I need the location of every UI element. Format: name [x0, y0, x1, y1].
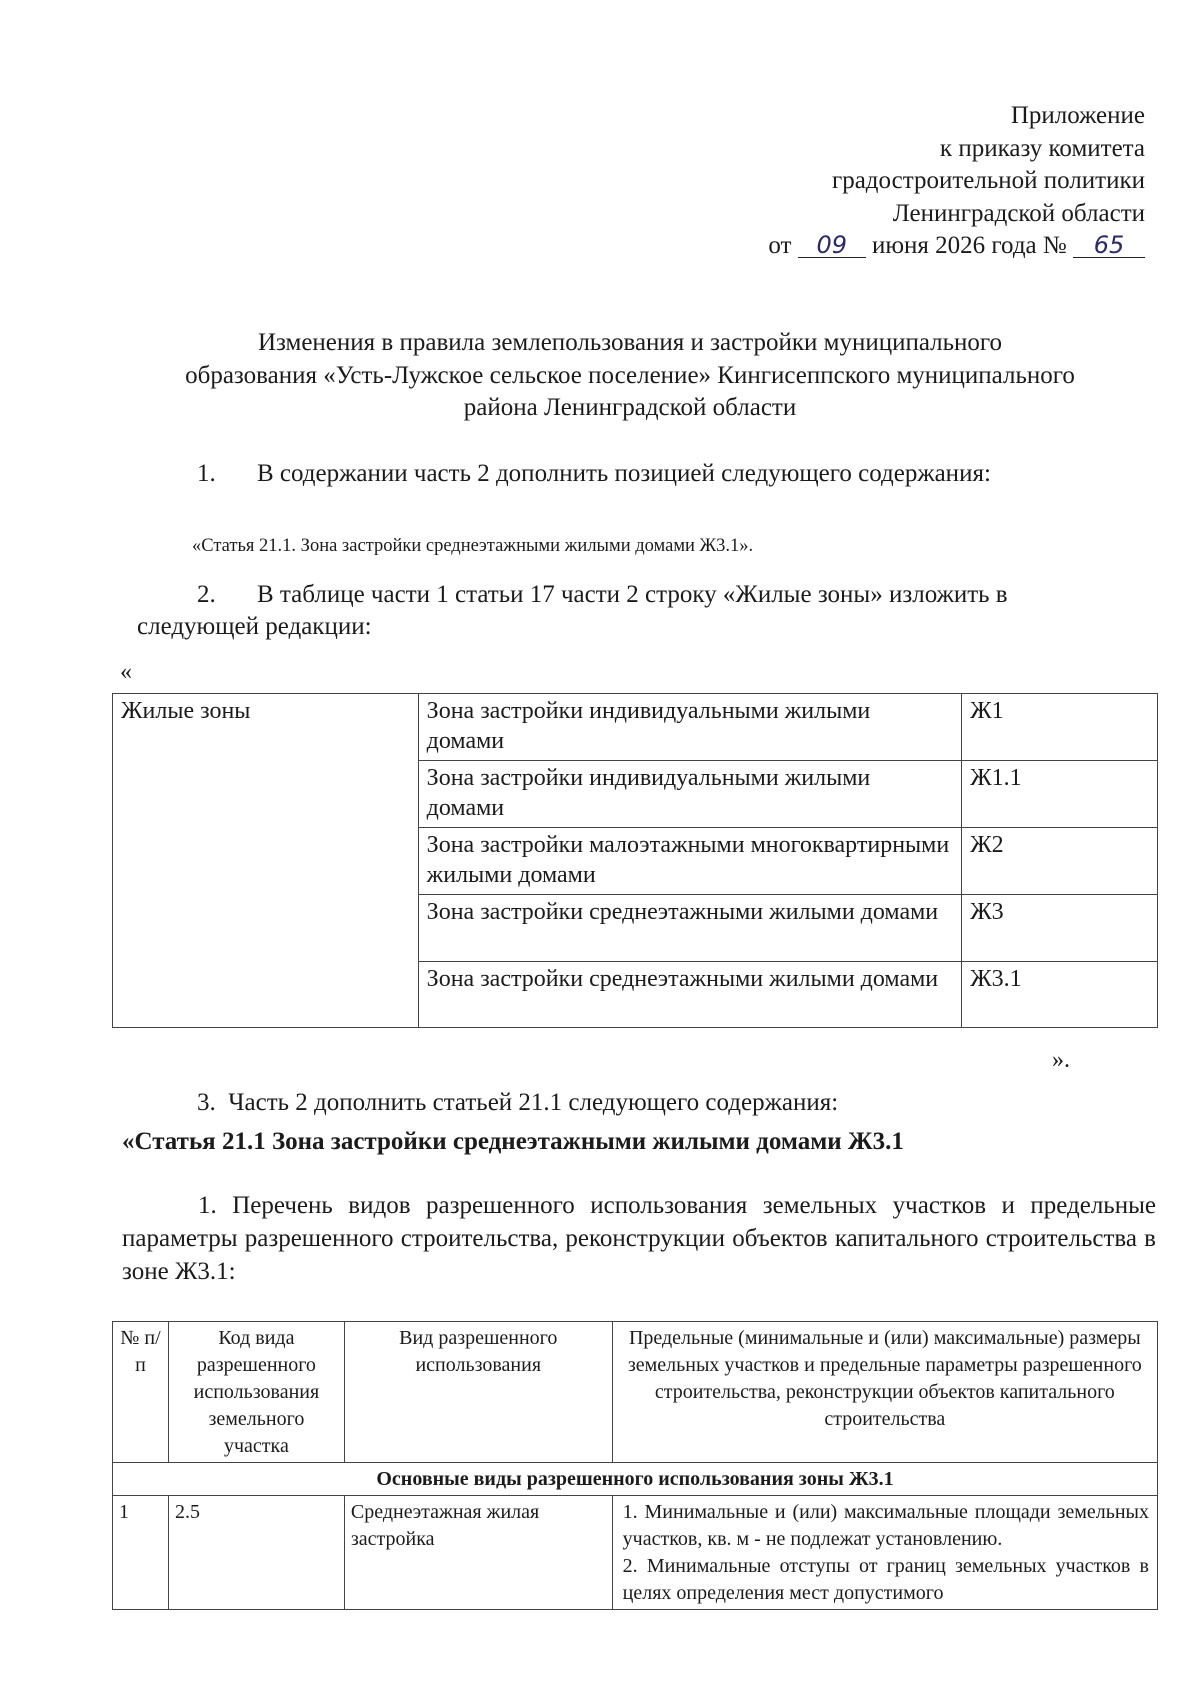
- item-1-quote: «Статья 21.1. Зона застройки среднеэтажными жилыми домами Ж3.1».: [192, 536, 754, 556]
- zone-name: Зона застройки индивидуальными жилыми домами: [418, 694, 962, 761]
- zone-code: Ж1: [962, 694, 1158, 761]
- table-row: [113, 1496, 1158, 1610]
- row-kind: Среднеэтажная жилая застройка: [344, 1496, 612, 1610]
- title-line-2: образования «Усть-Лужское сельское поселение» Кингисеппского муниципального: [185, 361, 1075, 389]
- zones-table: [112, 693, 1158, 1028]
- zone-name: Зона застройки среднеэтажными жилыми домами: [418, 895, 962, 962]
- header-num: № п/п: [113, 1322, 169, 1463]
- handwritten-day: 09: [798, 233, 866, 258]
- appendix-line-committee: градостроительной политики: [831, 167, 1145, 194]
- item-2-number: 2.: [197, 581, 216, 608]
- item-3-text: Часть 2 дополнить статьей 21.1 следующего содержания:: [228, 1089, 839, 1116]
- zone-code: Ж2: [962, 828, 1158, 895]
- document-title: [110, 327, 1150, 425]
- zone-code: Ж3: [962, 895, 1158, 962]
- zones-row: [113, 694, 1158, 761]
- item-3: [197, 1087, 838, 1119]
- param-2: 2. Минимальные отступы от границ земельных участков в целях определения мест допустимого: [622, 1555, 1149, 1604]
- item-3-number: 3.: [197, 1089, 216, 1116]
- header-code: Код вида разрешенного использования земельного участка: [168, 1322, 344, 1463]
- appendix-line-order: к приказу комитета: [939, 134, 1145, 162]
- close-quote: ».: [1052, 1047, 1070, 1073]
- handwritten-number: 65: [1073, 233, 1145, 258]
- row-code: 2.5: [168, 1496, 344, 1610]
- appendix-title: Приложение: [1010, 102, 1145, 129]
- row-num: 1: [113, 1496, 169, 1610]
- zones-group-cell: Жилые зоны: [113, 694, 419, 1028]
- title-line-1: Изменения в правила землепользования и застройки муниципального: [257, 329, 1003, 356]
- item-1-number: 1.: [197, 460, 216, 487]
- article-heading: «Статья 21.1 Зона застройки среднеэтажными жилыми домами Ж3.1: [122, 1128, 904, 1155]
- open-quote: «: [120, 659, 132, 685]
- item-2: [137, 579, 1158, 611]
- item-2-text-line-1: В таблице части 1 статьи 17 части 2 строку «Жилые зоны» изложить в: [257, 581, 1008, 608]
- appendix-line-region: Ленинградской области: [892, 199, 1145, 227]
- from-label: от: [768, 232, 792, 259]
- zone-name: Зона застройки среднеэтажными жилыми домами: [418, 962, 962, 1028]
- regs-header-row: [113, 1322, 1158, 1463]
- title-line-3: района Ленинградской области: [463, 394, 797, 421]
- zone-name: Зона застройки индивидуальными жилыми домами: [418, 761, 962, 828]
- header-kind: Вид разрешенного использования: [344, 1322, 612, 1463]
- appendix-date-line: [445, 230, 1145, 263]
- item-1: [197, 458, 991, 490]
- header-params: Предельные (минимальные и (или) максимальные) размеры земельных участков и предельные параметры разрешенного строительства, реконструкции объектов капитального строительства: [612, 1322, 1157, 1463]
- zone-name: Зона застройки малоэтажными многоквартирными жилыми домами: [418, 828, 962, 895]
- zone-code: Ж3.1: [962, 962, 1158, 1028]
- zone-code: Ж1.1: [962, 761, 1158, 828]
- article-paragraph: 1. Перечень видов разрешенного использования земельных участков и предельные параметры разрешенного строительства, реконструкции объектов капитального строительства в зоне Ж3.1:: [122, 1192, 1156, 1285]
- param-1: 1. Минимальные и (или) максимальные площади земельных участков, кв. м - не подлежат установлению.: [622, 1501, 1149, 1550]
- row-params: [612, 1496, 1157, 1610]
- section-title: Основные виды разрешенного использования зоны Ж3.1: [113, 1463, 1158, 1496]
- month-year-label: июня 2026 года №: [871, 232, 1067, 259]
- regulations-table: [112, 1321, 1158, 1610]
- item-2-text-line-2: следующей редакции:: [137, 613, 372, 640]
- item-1-text: В содержании часть 2 дополнить позицией следующего содержания:: [257, 460, 991, 487]
- regs-section-row: [113, 1463, 1158, 1496]
- appendix-block: [445, 100, 1145, 263]
